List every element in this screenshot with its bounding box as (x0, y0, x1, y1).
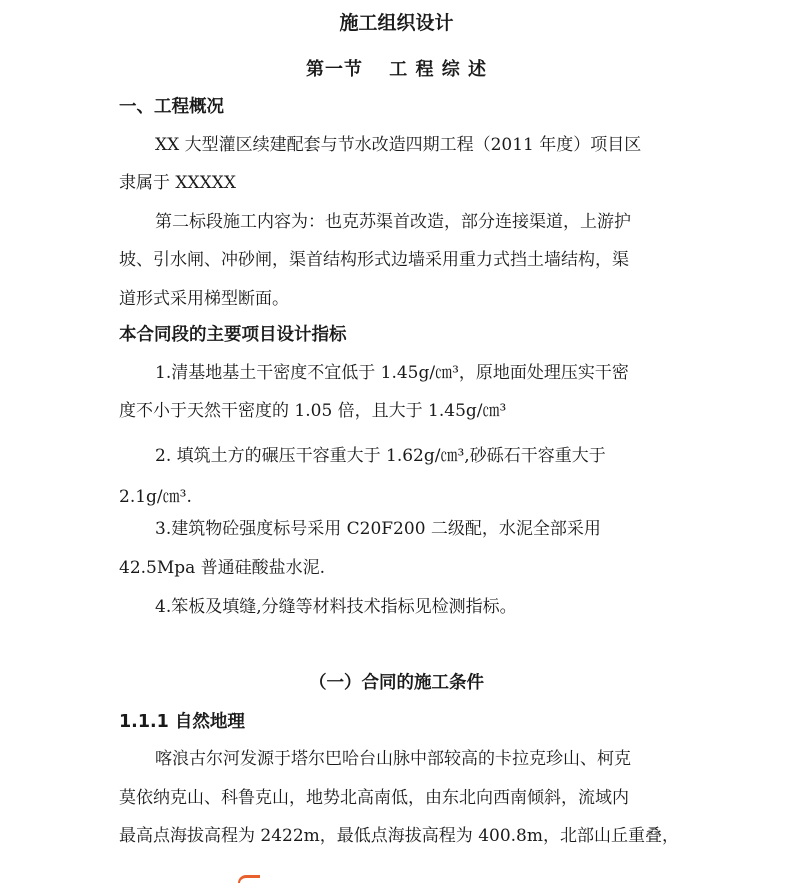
list-item: 4.笨板及填缝,分缝等材料技术指标见检测指标。 (155, 597, 517, 617)
heading-overview: 一、工程概况 (119, 97, 224, 117)
corner-mark-decoration (238, 875, 260, 883)
heading-geography: 1.1.1 自然地理 (119, 712, 245, 732)
paragraph-line: 道形式采用梯型断面。 (119, 289, 289, 309)
heading-indicators: 本合同段的主要项目设计指标 (119, 325, 347, 345)
paragraph-line: 莫依纳克山、科鲁克山，地势北高南低，由东北向西南倾斜，流域内 (119, 788, 629, 808)
list-item-continuation: 度不小于天然干密度的 1.05 倍，且大于 1.45g/㎝³ (119, 401, 507, 421)
document-title: 施工组织设计 (339, 12, 454, 34)
heading-conditions: （一）合同的施工条件 (309, 673, 484, 693)
paragraph-line: 隶属于 XXXXX (119, 173, 236, 193)
list-item-continuation: 2.1g/㎝³. (119, 487, 192, 507)
paragraph-line: 喀浪古尔河发源于塔尔巴哈台山脉中部较高的卡拉克珍山、柯克 (155, 749, 631, 769)
list-item: 3.建筑物砼强度标号采用 C20F200 二级配，水泥全部采用 (155, 519, 601, 539)
list-item: 2. 填筑土方的碾压干容重大于 1.62g/㎝³,砂砾石干容重大于 (155, 446, 606, 466)
paragraph-line: XX 大型灌区续建配套与节水改造四期工程（2011 年度）项目区 (155, 135, 642, 155)
list-item: 1.清基地基土干密度不宜低于 1.45g/㎝³，原地面处理压实干密 (155, 363, 629, 383)
paragraph-line: 第二标段施工内容为：也克苏渠首改造，部分连接渠道，上游护 (155, 212, 631, 232)
list-item-continuation: 42.5Mpa 普通硅酸盐水泥. (119, 558, 326, 578)
paragraph-line: 最高点海拔高程为 2422m，最低点海拔高程为 400.8m，北部山丘重叠， (119, 826, 679, 846)
paragraph-line: 坡、引水闸、冲砂闸，渠首结构形式边墙采用重力式挡土墙结构，渠 (119, 250, 629, 270)
section-title: 第一节 工 程 综 述 (305, 59, 488, 80)
